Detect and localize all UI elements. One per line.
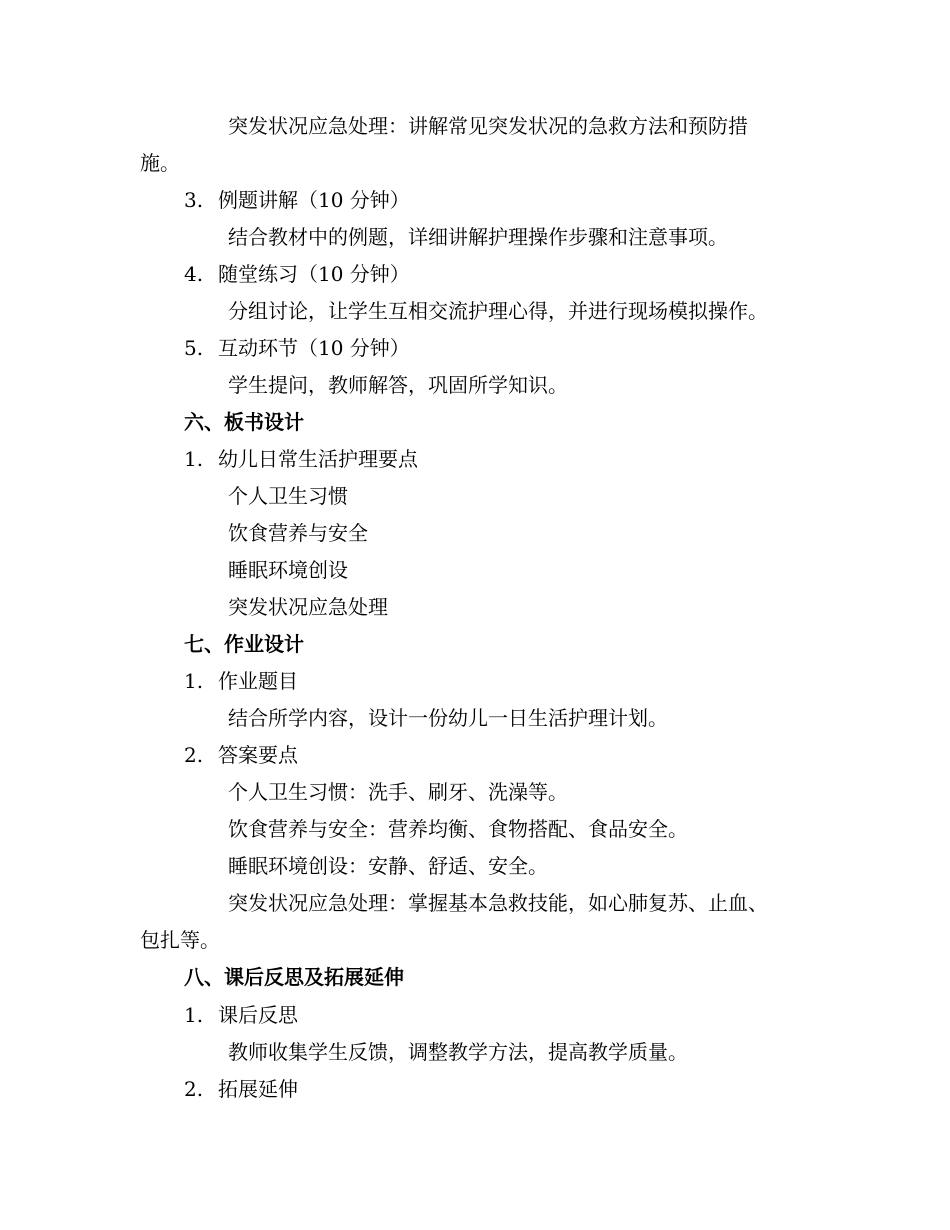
section-heading-8: 八、课后反思及拓展延伸 [184, 965, 404, 989]
list-item-1 [184, 1003, 298, 1027]
list-number: 1. [184, 669, 204, 693]
list-number: 5. [184, 336, 204, 360]
list-number: 2. [184, 1077, 204, 1101]
list-number: 1. [184, 1003, 204, 1027]
list-item-1 [184, 669, 298, 693]
list-item-2 [184, 1077, 298, 1101]
paragraph-line: 突发状况应急处理：掌握基本急救技能，如心肺复苏、止血、 [228, 891, 768, 915]
paragraph-line: 结合所学内容，设计一份幼儿一日生活护理计划。 [228, 706, 668, 730]
list-item-title: 互动环节（10 分钟） [218, 336, 410, 360]
list-item-title: 课后反思 [218, 1003, 298, 1027]
paragraph-line: 个人卫生习惯：洗手、刷牙、洗澡等。 [228, 780, 568, 804]
section-heading-6: 六、板书设计 [184, 410, 304, 434]
paragraph-line: 个人卫生习惯 [228, 484, 348, 508]
paragraph-line: 睡眠环境创设 [228, 558, 348, 582]
list-item-2 [184, 743, 298, 767]
paragraph-line: 突发状况应急处理：讲解常见突发状况的急救方法和预防措 [228, 114, 748, 138]
paragraph-line: 结合教材中的例题，详细讲解护理操作步骤和注意事项。 [228, 225, 728, 249]
paragraph-line: 睡眠环境创设：安静、舒适、安全。 [228, 854, 548, 878]
paragraph-line: 教师收集学生反馈，调整教学方法，提高教学质量。 [228, 1040, 688, 1064]
list-item-title: 幼儿日常生活护理要点 [218, 447, 418, 471]
list-item-1 [184, 447, 418, 471]
list-item-title: 答案要点 [218, 743, 298, 767]
paragraph-line: 饮食营养与安全 [228, 521, 368, 545]
paragraph-line: 突发状况应急处理 [228, 595, 388, 619]
paragraph-line: 施。 [140, 151, 180, 175]
list-item-3 [184, 188, 410, 212]
paragraph-line: 分组讨论，让学生互相交流护理心得，并进行现场模拟操作。 [228, 299, 768, 323]
list-item-title: 随堂练习（10 分钟） [218, 262, 410, 286]
list-item-5 [184, 336, 410, 360]
list-item-4 [184, 262, 410, 286]
paragraph-line: 包扎等。 [140, 928, 220, 952]
section-heading-7: 七、作业设计 [184, 632, 304, 656]
paragraph-line: 学生提问，教师解答，巩固所学知识。 [228, 373, 568, 397]
list-item-title: 作业题目 [218, 669, 298, 693]
list-item-title: 例题讲解（10 分钟） [218, 188, 410, 212]
list-item-title: 拓展延伸 [218, 1077, 298, 1101]
list-number: 4. [184, 262, 204, 286]
list-number: 3. [184, 188, 204, 212]
list-number: 2. [184, 743, 204, 767]
list-number: 1. [184, 447, 204, 471]
paragraph-line: 饮食营养与安全：营养均衡、食物搭配、食品安全。 [228, 817, 688, 841]
